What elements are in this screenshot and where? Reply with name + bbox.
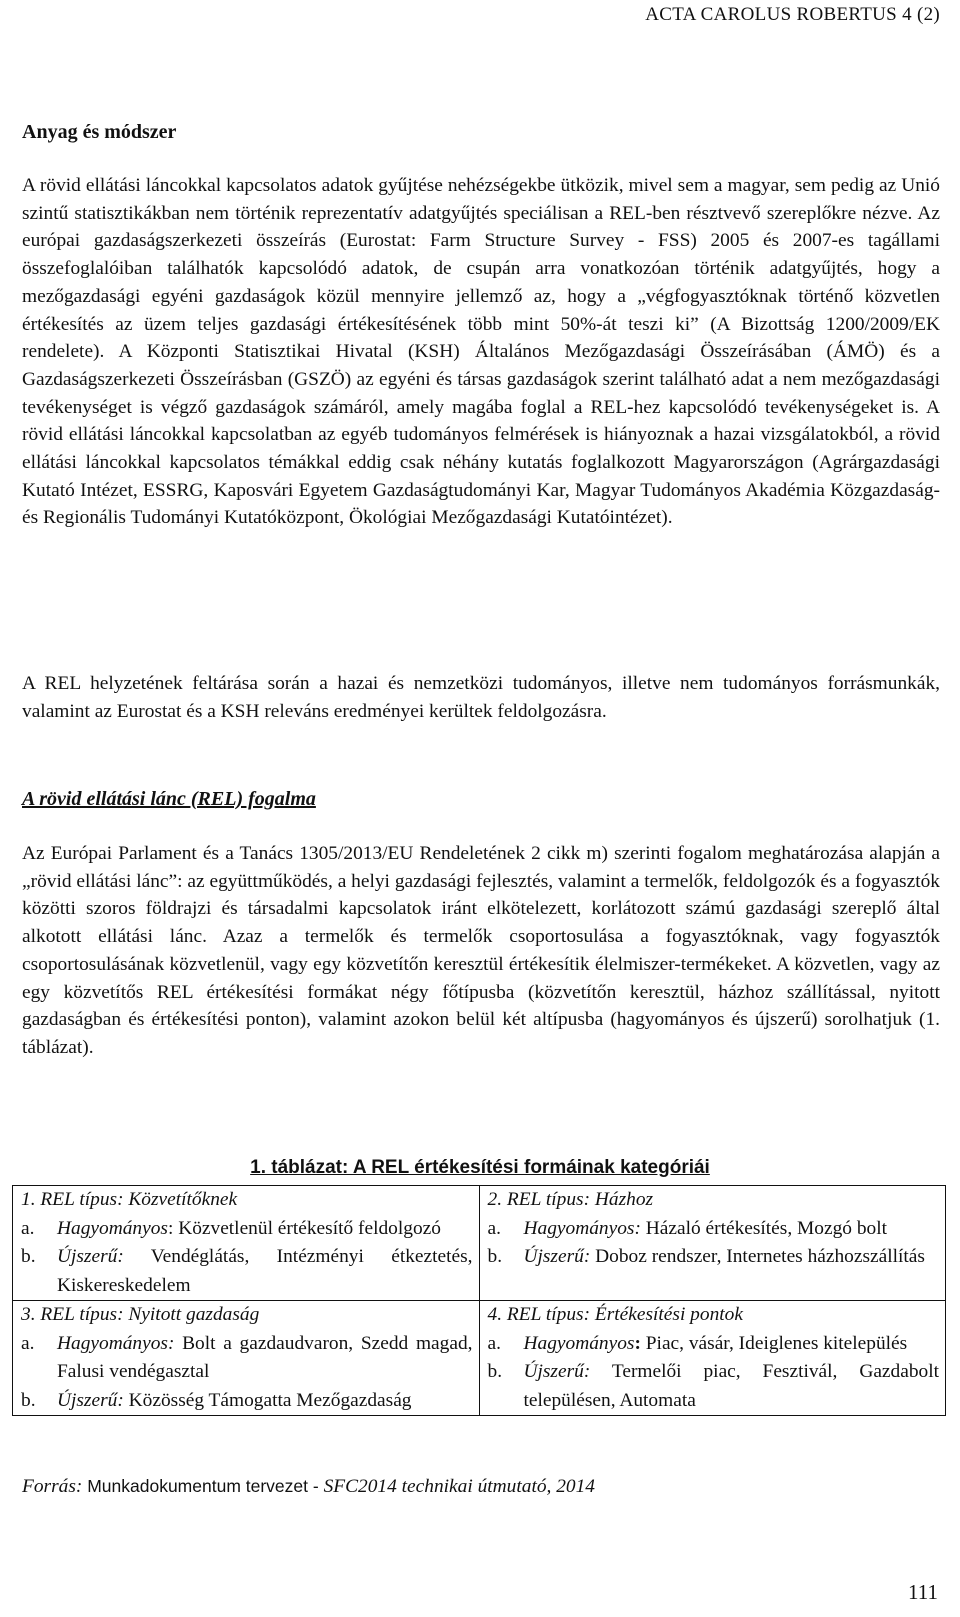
list-item [488,1243,940,1272]
item-label: a. [487,1217,501,1239]
item-text [57,1215,473,1244]
item-label: b. [487,1246,503,1267]
item-separator: : [634,1332,641,1354]
item-description: Közvetlenül értékesítő feldolgozó [173,1217,441,1239]
item-text [524,1215,940,1244]
item-label: a. [21,1332,35,1354]
item-description: Piac, vásár, Ideiglenes kitelepülés [640,1332,908,1354]
subsection-title: A rövid ellátási lánc (REL) fogalma [22,788,316,810]
item-text [57,1330,473,1387]
item-text [57,1387,473,1416]
list-item [488,1215,940,1244]
page-number: 111 [908,1580,938,1604]
item-text [524,1358,940,1415]
item-text [524,1330,940,1359]
item-keyword: Hagyományos: [57,1332,175,1354]
item-description: Közösség Támogatta Mezőgazdaság [123,1389,412,1411]
list-item [488,1330,940,1359]
list-item [21,1387,473,1416]
type-heading: 1. REL típus: Közvetítőknek [21,1189,238,1210]
table-cell [13,1186,480,1301]
item-keyword: Újszerű: [57,1389,124,1411]
item-keyword: Hagyományos [523,1332,635,1354]
section-title: Anyag és módszer [22,121,177,143]
journal-word-robertus: OBERTUS [809,4,898,25]
source-label: Forrás: [22,1476,83,1497]
list-item [21,1330,473,1387]
journal-issue: 4 (2) [902,4,940,25]
table-cell [479,1301,946,1416]
item-keyword: Újszerű: [523,1361,591,1382]
type-heading: 3. REL típus: Nyitott gazdaság [21,1304,260,1325]
type-heading: 4. REL típus: Értékesítési pontok [487,1304,743,1325]
item-keyword: Hagyományos: [523,1217,641,1239]
paragraph-definition: Az Európai Parlament és a Tanács 1305/2013/EU Rendeletének 2 cikk m) szerinti fogalom meghatározása alapján a „rövid ellátási lánc”: az együttműködés, a helyi gazdasági fejlesztés, valamint a termelők, feldolgozók és a fogyasztók közötti szoros földrajzi és társadalmi kapcsolatok iránt elkötelezett, korlátozott számú gazdasági szereplő által alkotott ellátási lánc. Azaz a termelők és termelők csoportosulása a fogyasztóknak, vagy fogyasztók csoportosulásának közvetlenül, vagy egy közvetítőn keresztül értékesítik élelmiszer-termékeket. A közvetlen, vagy az egy közvetítős REL értékesítési formákat négy főtípusba (közvetítőn keresztül, házhoz szállítással, nyitott gazdaságban és értékesítési ponton), valamint azokon belül két altípusba (hagyományos és újszerű) sorolhatjuk (1. táblázat). [22,843,940,1058]
list-item [21,1243,473,1300]
journal-word-acta: CTA [659,4,701,25]
item-description: Házaló értékesítés, Mozgó bolt [640,1217,887,1239]
list-item [488,1358,940,1415]
journal-word-carolus: AROLUS [713,4,797,25]
table-cell [479,1186,946,1301]
table-row [13,1186,946,1301]
item-description: Vendéglátás, Intézményi étkeztetés, Kiskereskedelem [57,1246,473,1296]
source-document: Munkadokumentum tervezet - [82,1476,324,1496]
table-source-note [22,1476,595,1498]
item-label: a. [487,1332,501,1354]
item-description: Bolt a gazdaudvaron, Szedd magad, Falusi vendégasztal [57,1332,473,1382]
item-label: a. [21,1217,35,1239]
journal-initial-r: R [796,4,810,25]
item-text [57,1243,473,1300]
running-head [645,4,940,26]
paragraph-data-collection: A rövid ellátási láncokkal kapcsolatos adatok gyűjtése nehézségekbe ütközik, mivel sem a magyar, sem pedig az Unió szintű statisztikákban nem történik reprezentatív adatgyűjtés speciálisan a REL-ben résztvevő szereplőkre nézve. Az európai gazdaságszerkezeti összeírás (Eurostat: Farm Structure Survey - FSS) 2005 és 2007-es tagállami összefoglalóiban találhatók kapcsolódó adatok, de csupán arra vonatkozóan történik adatgyűjtés, hogy a mezőgazdasági egyéni gazdaságok közül mennyire jellemző az, hogy a „végfogyasztóknak történő közvetlen értékesítés az üzem teljes gazdasági értékesítésének több mint 50%-át teszi ki” (A Bizottság 1200/2009/EK rendelete). A Központi Statisztikai Hivatal (KSH) Általános Mezőgazdasági Összeírásában (ÁMÖ) és a Gazdaságszerkezeti Összeírásban (GSZÖ) az egyéni és társas gazdaságok szerint található adat a nem mezőgazdasági tevékenységet is végző gazdaságok számáról, amely magába foglal a REL-hez kapcsolódó tevékenységeket is. A rövid ellátási láncokkal kapcsolatban az egyéb tudományos felmérések is hiányoznak a hazai vizsgálatokból, a rövid ellátási láncokkal kapcsolatos témákkal eddig csak néhány kutatás foglalkozott Magyarországon (Agrárgazdasági Kutató Intézet, ESSRG, Kaposvári Egyetem Gazdaságtudományi Kar, Magyar Tudományos Akadémia Közgazdaság- és Regionális Tudományi Kutatóközpont, Ökológiai Mezőgazdasági Kutatóintézet). [22,175,940,529]
item-keyword: Hagyományos [57,1217,168,1239]
journal-initial-c: C [700,4,714,25]
table-title: 1. táblázat: A REL értékesítési formáinak kategóriái [250,1157,710,1178]
table-row [13,1301,946,1416]
item-keyword: Újszerű: [57,1246,124,1267]
item-description: Doboz rendszer, Internetes házhozszállítás [590,1246,925,1267]
item-text [524,1243,940,1272]
item-keyword: Újszerű: [523,1246,591,1267]
table-cell [13,1301,480,1416]
item-label: b. [487,1361,503,1382]
type-heading: 2. REL típus: Házhoz [487,1189,654,1210]
item-label: b. [21,1246,36,1267]
rel-categories-table [12,1185,946,1416]
item-description: Termelői piac, Fesztivál, Gazdabolt településen, Automata [523,1361,939,1411]
journal-initial-a: A [645,4,660,25]
item-label: b. [21,1389,36,1411]
item-separator: : [167,1217,174,1239]
source-guide: SFC2014 technikai útmutató, 2014 [323,1476,596,1497]
paragraph-sources: A REL helyzetének feltárása során a hazai és nemzetközi tudományos, illetve nem tudományos forrásmunkák, valamint az Eurostat és a KSH releváns eredményei kerültek feldolgozásra. [22,673,940,722]
list-item [21,1215,473,1244]
